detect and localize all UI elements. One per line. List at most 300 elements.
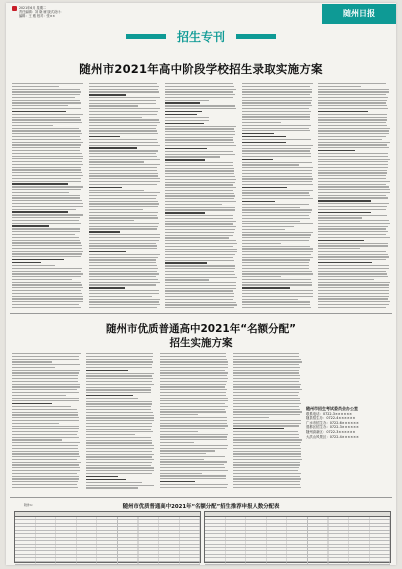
text-line (242, 243, 281, 244)
text-line (12, 439, 62, 440)
text-line (12, 122, 82, 123)
text-line (160, 448, 227, 449)
text-line (12, 453, 79, 454)
text-line (86, 398, 139, 399)
text-line (89, 97, 160, 98)
text-line (89, 184, 158, 185)
text-line (318, 159, 390, 160)
text-line (242, 284, 312, 285)
text-line (318, 254, 387, 255)
text-line (89, 145, 160, 146)
text-line (318, 220, 389, 221)
text-line (242, 97, 312, 98)
text-line (318, 234, 386, 235)
text-line (233, 428, 284, 429)
text-line (233, 359, 301, 360)
text-line (242, 89, 312, 90)
text-line (89, 284, 157, 285)
text-line (89, 240, 160, 241)
text-line (242, 223, 313, 224)
text-line (86, 403, 152, 404)
text-line (318, 136, 386, 137)
text-line (242, 282, 312, 283)
text-line (318, 130, 389, 131)
text-line (12, 114, 83, 115)
text-line (86, 370, 128, 371)
text-line (318, 268, 388, 269)
text-line (86, 459, 154, 460)
text-line (89, 187, 122, 188)
text-line (233, 400, 299, 401)
text-line (12, 426, 79, 427)
text-line (89, 248, 157, 249)
text-line (12, 203, 83, 204)
text-line (318, 273, 387, 274)
text-line (318, 282, 389, 283)
text-line (12, 367, 55, 368)
text-line (86, 440, 153, 441)
text-line (86, 364, 152, 365)
text-line (12, 183, 68, 184)
text-line (89, 282, 160, 283)
text-line (318, 293, 389, 294)
text-line (318, 215, 387, 216)
text-line (242, 237, 311, 238)
text-line (89, 198, 157, 199)
text-line (242, 301, 311, 302)
text-line (318, 91, 388, 92)
text-line (89, 215, 158, 216)
text-line (318, 184, 386, 185)
contact-line: 大洪山风景区：0722-4×××××× (306, 434, 359, 439)
text-line (12, 459, 77, 460)
text-line (160, 423, 228, 424)
text-line (318, 164, 387, 165)
masthead (6, 3, 396, 25)
text-line (12, 428, 79, 429)
article-title: 随州市2021年高中阶段学校招生录取实施方案 (79, 62, 323, 76)
text-line (12, 478, 79, 479)
text-line (242, 259, 310, 260)
text-line (12, 356, 79, 357)
text-line (12, 389, 77, 390)
text-line (165, 262, 206, 263)
text-line (12, 414, 78, 415)
text-line (318, 150, 354, 151)
text-line (242, 187, 287, 188)
text-line (318, 287, 389, 288)
text-line (318, 192, 389, 193)
text-line (233, 420, 301, 421)
text-line (242, 170, 312, 171)
article-subtitle: 招生实施方案 (169, 337, 233, 349)
text-line (165, 209, 235, 210)
text-line (12, 248, 82, 249)
text-line (242, 212, 311, 213)
text-line (165, 142, 234, 143)
text-line (318, 217, 362, 218)
text-line (242, 148, 311, 149)
text-line (89, 299, 160, 300)
text-line (242, 159, 273, 160)
text-line (165, 182, 235, 183)
text-line (318, 100, 387, 101)
text-line (89, 234, 160, 235)
text-line (318, 240, 363, 241)
article-body (12, 83, 390, 311)
text-line (242, 133, 274, 134)
text-line (318, 156, 387, 157)
text-line (318, 195, 386, 196)
text-line (12, 150, 80, 151)
text-line (318, 228, 386, 229)
text-line (233, 425, 298, 426)
text-line (242, 296, 313, 297)
text-line (165, 268, 235, 269)
text-line (233, 451, 301, 452)
section-banner (126, 28, 276, 46)
text-line (160, 417, 228, 418)
text-line (318, 259, 385, 260)
text-line (86, 442, 152, 443)
text-line (12, 200, 82, 201)
text-line (242, 198, 313, 199)
text-line (318, 170, 386, 171)
text-line (165, 277, 236, 278)
text-line (165, 274, 235, 275)
text-line (89, 130, 158, 131)
text-line (86, 462, 152, 463)
text-line (89, 245, 158, 246)
text-line (318, 307, 385, 308)
text-line (12, 136, 80, 137)
text-line (89, 265, 157, 266)
text-line (12, 223, 81, 224)
text-line (12, 125, 53, 126)
text-line (160, 400, 228, 401)
text-line (318, 231, 388, 232)
text-line (12, 370, 80, 371)
newspaper-page (6, 3, 396, 565)
text-line (160, 395, 227, 396)
text-line (89, 86, 159, 87)
text-line (89, 201, 159, 202)
text-line (242, 176, 312, 177)
text-line (318, 209, 386, 210)
text-line (12, 276, 81, 277)
text-line (160, 378, 228, 379)
text-line (12, 484, 77, 485)
text-line (318, 122, 386, 123)
text-line (318, 186, 388, 187)
text-line (242, 153, 311, 154)
text-line (12, 209, 76, 210)
text-line (318, 147, 388, 148)
text-line (242, 105, 312, 106)
text-line (12, 214, 83, 215)
text-line (86, 378, 153, 379)
text-line (12, 211, 68, 212)
text-line (12, 253, 82, 254)
text-line (12, 220, 79, 221)
text-line (86, 479, 127, 480)
text-line (89, 167, 157, 168)
text-line (160, 450, 215, 451)
text-line (12, 431, 78, 432)
text-line (242, 145, 313, 146)
text-line (12, 279, 72, 280)
text-line (86, 470, 154, 471)
text-line (86, 415, 154, 416)
text-line (233, 484, 300, 485)
text-line (12, 153, 82, 154)
text-line (318, 298, 387, 299)
text-line (165, 237, 228, 238)
text-line (233, 372, 298, 373)
text-line (233, 398, 300, 399)
text-line (12, 206, 83, 207)
text-line (318, 97, 387, 98)
text-line (89, 254, 160, 255)
text-line (89, 178, 160, 179)
text-line (160, 445, 228, 446)
text-line (12, 89, 80, 90)
text-line (318, 94, 386, 95)
text-line (242, 111, 311, 112)
text-line (160, 436, 227, 437)
text-line (165, 145, 236, 146)
text-line (242, 116, 310, 117)
text-line (86, 389, 151, 390)
text-line (165, 111, 202, 112)
text-line (89, 287, 125, 288)
text-line (89, 237, 160, 238)
text-line (233, 462, 300, 463)
text-line (86, 356, 153, 357)
text-line (89, 156, 157, 157)
text-line (12, 256, 81, 257)
text-line (242, 257, 313, 258)
text-line (86, 367, 152, 368)
text-line (12, 234, 75, 235)
text-line (12, 259, 64, 260)
masthead-info-line: 编辑：王 雅 校对：张×× (19, 14, 56, 19)
text-line (233, 361, 301, 362)
text-line (318, 206, 387, 207)
text-line (12, 91, 81, 92)
text-line (12, 128, 79, 129)
text-line (89, 159, 161, 160)
text-column (233, 353, 302, 489)
text-line (89, 279, 158, 280)
text-line (318, 276, 388, 277)
text-line (242, 248, 313, 249)
text-line (12, 139, 81, 140)
text-line (242, 83, 313, 84)
text-line (86, 426, 153, 427)
text-line (165, 120, 209, 121)
text-line (242, 304, 311, 305)
text-line (89, 192, 160, 193)
text-line (12, 94, 80, 95)
text-line (12, 434, 77, 435)
text-line (318, 279, 374, 280)
text-line (12, 119, 81, 120)
masthead-info-line: 责任编辑：刘 晓 雁 版式设计： (19, 10, 64, 15)
text-line (318, 262, 372, 263)
text-line (12, 147, 80, 148)
text-line (12, 282, 81, 283)
text-line (242, 215, 309, 216)
text-line (89, 223, 159, 224)
text-line (89, 268, 158, 269)
text-line (242, 122, 281, 123)
text-line (12, 169, 81, 170)
text-line (12, 445, 78, 446)
text-line (89, 226, 158, 227)
text-line (160, 478, 226, 479)
text-line (86, 465, 151, 466)
text-line (242, 268, 310, 269)
text-line (86, 420, 154, 421)
text-line (160, 428, 226, 429)
text-line (165, 102, 200, 103)
text-line (86, 387, 152, 388)
text-line (242, 181, 312, 182)
text-line (165, 94, 235, 95)
text-line (242, 279, 311, 280)
text-line (12, 97, 75, 98)
text-line (86, 406, 151, 407)
text-line (89, 220, 135, 221)
text-line (12, 361, 52, 362)
text-line (242, 232, 313, 233)
text-line (12, 451, 79, 452)
text-line (160, 403, 225, 404)
text-line (12, 164, 83, 165)
text-line (12, 296, 83, 297)
text-line (318, 105, 386, 106)
text-line (89, 150, 158, 151)
contact-block (306, 407, 390, 439)
text-line (233, 476, 299, 477)
text-line (242, 207, 301, 208)
text-line (12, 251, 83, 252)
text-line (89, 142, 158, 143)
text-line (242, 226, 294, 227)
text-line (12, 381, 78, 382)
quota-table-left (14, 511, 201, 563)
text-column (86, 353, 155, 490)
text-line (318, 153, 388, 154)
text-line (89, 301, 159, 302)
table-note: 附件1： (24, 503, 35, 507)
text-line (233, 384, 301, 385)
text-line (242, 201, 275, 202)
text-line (12, 284, 82, 285)
text-line (89, 91, 159, 92)
text-line (89, 94, 127, 95)
text-line (165, 223, 233, 224)
text-line (318, 189, 389, 190)
text-line (86, 412, 154, 413)
text-line (86, 409, 152, 410)
text-line (160, 381, 228, 382)
text-line (318, 167, 387, 168)
text-line (165, 184, 232, 185)
text-line (89, 103, 157, 104)
text-line (86, 359, 152, 360)
text-line (233, 431, 298, 432)
text-line (165, 265, 235, 266)
text-line (318, 203, 388, 204)
text-line (165, 170, 233, 171)
text-line (160, 364, 228, 365)
text-line (233, 364, 299, 365)
table-title: 随州市优质普通高中2021年“名额分配”招生推荐申报人数分配表 (122, 504, 280, 510)
text-line (86, 454, 154, 455)
text-line (86, 429, 151, 430)
text-line (12, 462, 81, 463)
text-line (89, 175, 159, 176)
text-line (89, 100, 157, 101)
text-line (12, 420, 79, 421)
text-line (242, 94, 310, 95)
text-line (242, 218, 310, 219)
text-line (12, 359, 79, 360)
text-line (242, 251, 313, 252)
text-line (12, 406, 71, 407)
text-line (12, 464, 79, 465)
text-line (165, 123, 204, 124)
text-line (89, 195, 158, 196)
text-line (318, 125, 387, 126)
text-line (89, 243, 156, 244)
text-line (89, 89, 158, 90)
text-line (160, 375, 228, 376)
text-line (12, 268, 82, 269)
text-line (165, 154, 235, 155)
text-line (86, 434, 135, 435)
text-line (233, 417, 268, 418)
text-line (318, 114, 387, 115)
text-line (165, 251, 236, 252)
text-column (12, 353, 81, 489)
text-line (89, 119, 159, 120)
section-label: 招生专刊 (166, 28, 236, 46)
text-line (233, 464, 299, 465)
text-line (233, 392, 299, 393)
text-line (233, 353, 299, 354)
text-line (89, 206, 159, 207)
text-column (318, 83, 390, 310)
text-line (12, 197, 80, 198)
text-line (165, 137, 233, 138)
text-line (12, 287, 83, 288)
text-line (165, 179, 235, 180)
text-line (160, 464, 225, 465)
text-line (12, 448, 78, 449)
text-line (12, 86, 59, 87)
text-line (160, 353, 227, 354)
text-line (165, 105, 234, 106)
text-line (12, 271, 81, 272)
text-line (165, 240, 236, 241)
text-line (89, 147, 137, 148)
text-line (12, 392, 79, 393)
text-line (233, 487, 301, 488)
text-line (160, 414, 199, 415)
